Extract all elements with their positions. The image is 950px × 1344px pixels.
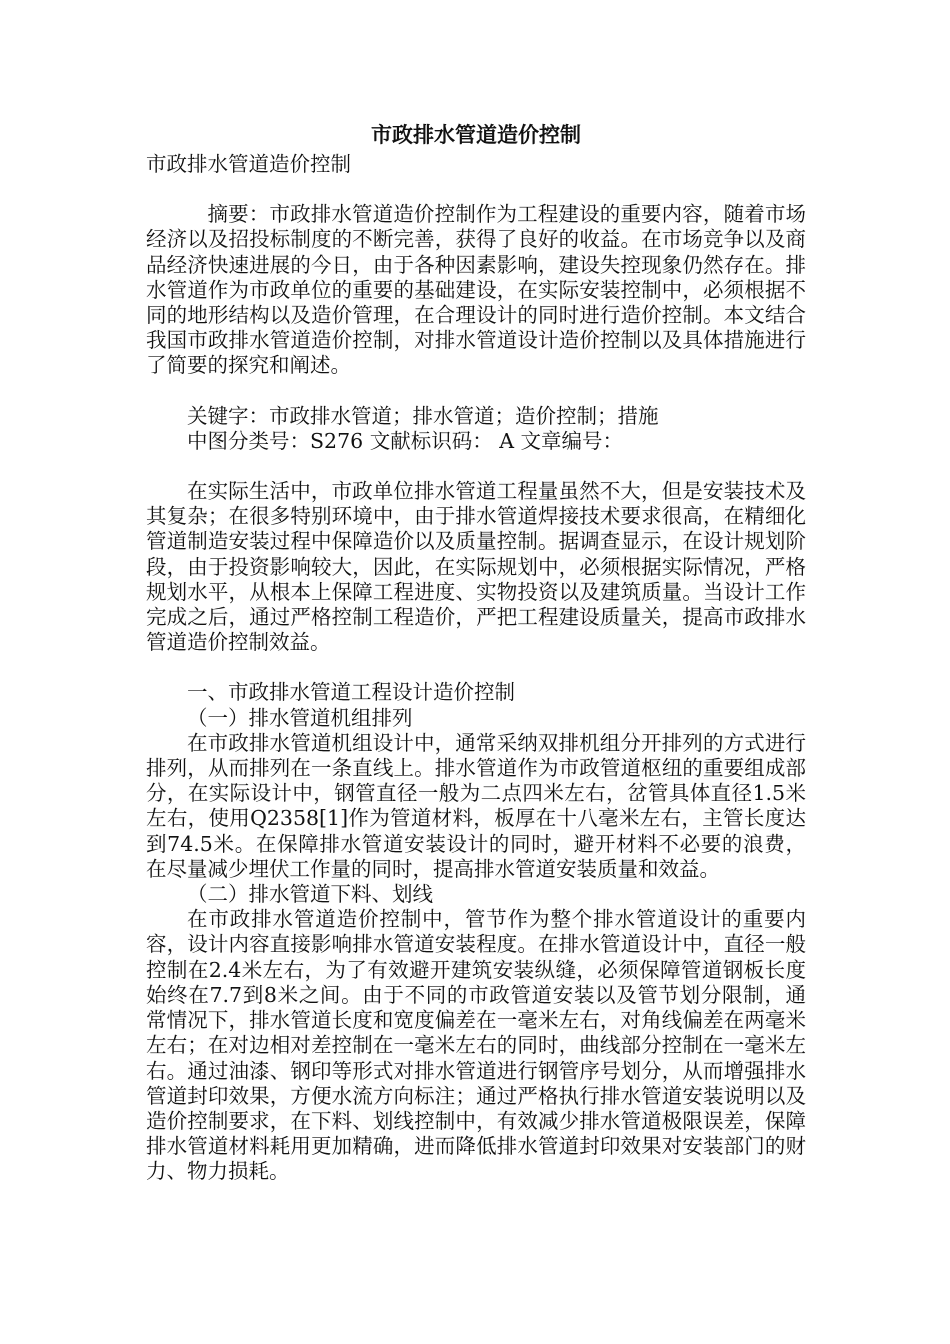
spacer [146,655,806,680]
section-heading-1: 一、市政排水管道工程设计造价控制 [187,680,515,705]
subsection-heading-2: （二）排水管道下料、划线 [187,882,433,907]
spacer [146,454,806,479]
subsection-body-1: 在市政排水管道机组设计中，通常采纳双排机组分开排列的方式进行排列，从而排列在一条直线上。排水管道作为市政管道枢纽的重要组成部分，在实际设计中，钢管直径一般为二点四米左右，岔管具体直径1.5米左右，使用Q2358[1]作为管道材料，板厚在十八毫米左右，主管长度达到74.5米。在保障排水管道安装设计的同时，避开材料不必要的浪费，在尽量减少埋伏工作量的同时，提高排水管道安装质量和效益。 [146,730,806,881]
spacer [146,379,806,404]
intro-paragraph: 在实际生活中，市政单位排水管道工程量虽然不大，但是安装技术及其复杂；在很多特别环境中，由于排水管道焊接技术要求很高，在精细化管道制造安装过程中保障造价以及质量控制。据调查显示，在设计规划阶段，由于投资影响较大，因此，在实际规划中，必须根据实际情况，严格规划水平，从根本上保障工程进度、实物投资以及建筑质量。当设计工作完成之后，通过严格控制工程造价，严把工程建设质量关，提高市政排水管道造价控制效益。 [146,479,806,655]
document-page [146,118,806,1185]
spacer [146,177,806,202]
subsection-body-2: 在市政排水管道造价控制中，管节作为整个排水管道设计的重要内容，设计内容直接影响排水管道安装程度。在排水管道设计中，直径一般控制在2.4米左右，为了有效避开建筑安装纵缝，必须保障管道钢板长度始终在7.7到8米之间。由于不同的市政管道安装以及管节划分限制，通常情况下，排水管道长度和宽度偏差在一毫米左右，对角线偏差在两毫米左右；在对边相对差控制在一毫米左右的同时，曲线部分控制在一毫米左右。通过油漆、钢印等形式对排水管道进行钢管序号划分，从而增强排水管道封印效果，方便水流方向标注；通过严格执行排水管道安装说明以及造价控制要求，在下料、划线控制中，有效减少排水管道极限误差，保障排水管道材料耗用更加精确，进而降低排水管道封印效果对安装部门的财力、物力损耗。 [146,907,806,1184]
abstract-paragraph: 摘要：市政排水管道造价控制作为工程建设的重要内容，随着市场经济以及招投标制度的不断完善，获得了良好的收益。在市场竞争以及商品经济快速进展的今日，由于各种因素影响，建设失控现象仍然存在。排水管道作为市政单位的重要的基础建设，在实际安装控制中，必须根据不同的地形结构以及造价管理，在合理设计的同时进行造价控制。本文结合我国市政排水管道造价控制，对排水管道设计造价控制以及具体措施进行了简要的探究和阐述。 [146,202,806,378]
subsection-heading-1: （一）排水管道机组排列 [187,705,413,730]
keywords-line: 关键字：市政排水管道；排水管道；造价控制；措施 [187,403,659,428]
classification-line: 中图分类号：S276 文献标识码： A 文章编号： [187,428,624,453]
document-title: 市政排水管道造价控制 [371,122,581,147]
document-subtitle: 市政排水管道造价控制 [146,152,351,176]
